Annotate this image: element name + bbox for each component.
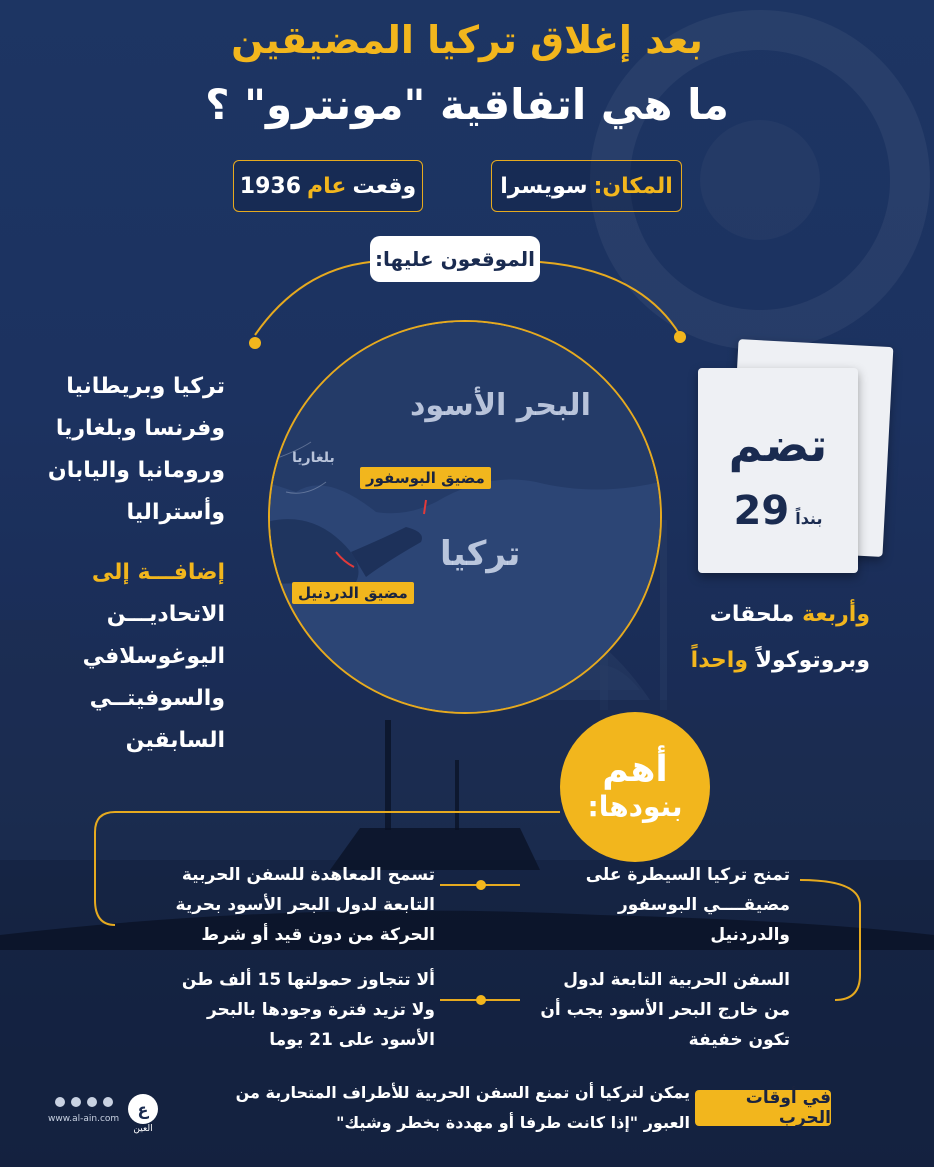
- contains-word: تضم: [728, 418, 828, 472]
- signers-label: الموقعون عليها:: [370, 236, 540, 282]
- contains-number: 29: [733, 488, 790, 534]
- place-value: سويسرا: [500, 173, 588, 199]
- date-label-prefix: وقعت: [352, 173, 417, 199]
- addition-item: والسوفيتــي: [89, 686, 225, 711]
- signer-item: تركيا وبريطانيا: [66, 374, 225, 399]
- signer-item: وأستراليا: [126, 500, 225, 525]
- signer-item: ورومانيا واليابان: [47, 458, 225, 483]
- dardanelles-tag: مضيق الدردنيل: [292, 582, 414, 604]
- map-label-black-sea: البحر الأسود: [410, 388, 591, 423]
- point-dot: [476, 880, 486, 890]
- war-times-text: [170, 1078, 690, 1138]
- war-times-line-1: يمكن لتركيا أن تمنع السفن الحربية للأطراف المتحاربة من: [235, 1083, 690, 1102]
- annexes-rest: ملحقات: [709, 602, 795, 627]
- youtube-icon[interactable]: [55, 1097, 65, 1107]
- facebook-icon[interactable]: [103, 1097, 113, 1107]
- map-label-turkey: تركيا: [440, 534, 521, 574]
- key-points-title-line2: بنودها:: [587, 790, 683, 823]
- addition-label: إضافـــة إلى: [91, 560, 225, 585]
- point-3: السفن الحربية التابعة لدول من خارج البحر الأسود يجب أن تكون خفيفة: [540, 970, 790, 1050]
- site-url[interactable]: www.al-ain.com: [48, 1114, 120, 1124]
- addition-item: السابقين: [125, 728, 225, 753]
- addition-item: الاتحاديـــن: [106, 602, 225, 627]
- key-points-title-line1: أهم: [602, 749, 668, 790]
- point-dot: [476, 995, 486, 1005]
- title-line-1: بعد إغلاق تركيا المضيقين: [231, 18, 703, 62]
- protocol-gold: واحداً: [690, 648, 748, 673]
- map-label-bulgaria: بلغاريا: [292, 450, 335, 466]
- war-times-tag: في أوقات الحرب: [695, 1090, 831, 1126]
- war-times-line-2: العبور "إذا كانت طرفا أو مهددة بخطر وشيك": [336, 1113, 690, 1132]
- title-line-2: ما هي اتفاقية "مونترو" ؟: [205, 80, 729, 129]
- point-4: ألا تتجاوز حمولتها 15 ألف طن ولا تزيد فترة وجودها بالبحر الأسود على 21 يوما: [181, 970, 435, 1050]
- twitter-icon[interactable]: [87, 1097, 97, 1107]
- place-label: المكان:: [593, 173, 673, 199]
- instagram-icon[interactable]: [71, 1097, 81, 1107]
- contains-unit: بنداً: [795, 509, 823, 528]
- signer-item: وفرنسا وبلغاريا: [55, 416, 225, 441]
- addition-item: اليوغوسلافي: [82, 644, 225, 669]
- logo-text: العين: [133, 1124, 153, 1134]
- annexes-gold: وأربعة: [802, 602, 870, 627]
- date-value: 1936: [239, 173, 302, 199]
- bosphorus-tag: مضيق البوسفور: [360, 467, 491, 489]
- point-1: تمنح تركيا السيطرة على مضيقــــي البوسفور والدردنيل: [585, 865, 790, 945]
- social-icons: [55, 1097, 113, 1107]
- protocol-rest: وبروتوكولاً: [755, 648, 870, 673]
- point-2: تسمح المعاهدة للسفن الحربية التابعة لدول البحر الأسود بحرية الحركة من دون قيد أو شرط: [175, 865, 435, 945]
- al-ain-logo-icon: ع: [128, 1094, 158, 1124]
- date-label-rest: عام: [307, 173, 347, 199]
